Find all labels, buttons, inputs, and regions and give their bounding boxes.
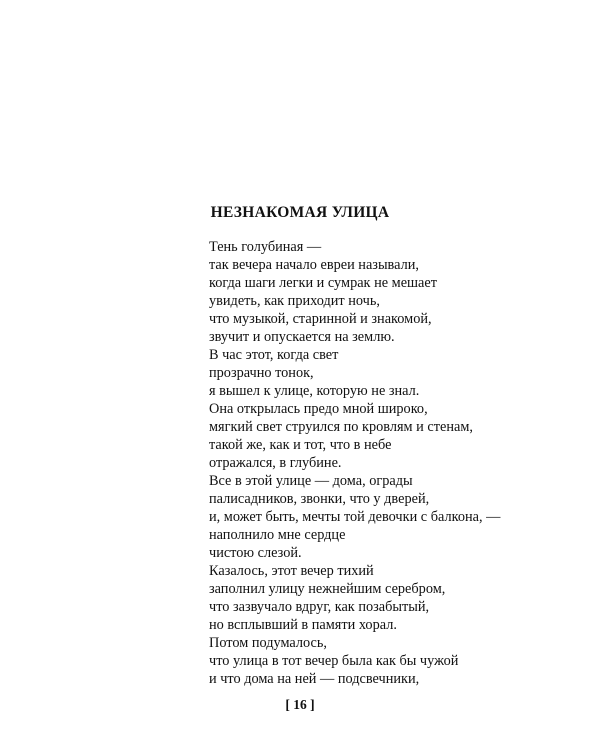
page-number: [ 16 ] <box>285 697 315 712</box>
poem-line: когда шаги легки и сумрак не мешает <box>209 275 437 291</box>
poem-line: В час этот, когда свет <box>209 347 339 363</box>
poem-line: но всплывший в памяти хорал. <box>209 617 397 633</box>
poem-line: что улица в тот вечер была как бы чужой <box>209 653 459 669</box>
poem-line: чистою слезой. <box>209 545 302 561</box>
poem-line: я вышел к улице, которую не знал. <box>209 383 420 399</box>
poem-line: наполнило мне сердце <box>209 527 346 543</box>
poem-line: и что дома на ней — подсвечники, <box>209 671 420 687</box>
poem-line: и, может быть, мечты той девочки с балкона, — <box>209 509 501 525</box>
poem-line: так вечера начало евреи называли, <box>209 257 419 273</box>
poem-line: такой же, как и тот, что в небе <box>209 437 392 453</box>
poem-line: Казалось, этот вечер тихий <box>209 563 374 579</box>
poem-line: увидеть, как приходит ночь, <box>209 293 380 309</box>
poem-line: Все в этой улице — дома, ограды <box>209 473 413 489</box>
poem-line: Тень голубиная — <box>209 239 322 255</box>
poem-line: Она открылась предо мной широко, <box>209 401 428 417</box>
poem-line: звучит и опускается на землю. <box>209 329 395 345</box>
poem-title: НЕЗНАКОМАЯ УЛИЦА <box>210 204 390 221</box>
poem-line: отражался, в глубине. <box>209 455 342 471</box>
poem-line: прозрачно тонок, <box>209 365 314 381</box>
poem-line: что музыкой, старинной и знакомой, <box>209 311 432 327</box>
poem-line: Потом подумалось, <box>209 635 327 651</box>
poem-line: что зазвучало вдруг, как позабытый, <box>209 599 430 615</box>
poem-line: заполнил улицу нежнейшим серебром, <box>209 581 446 597</box>
poem-line: мягкий свет струился по кровлям и стенам, <box>209 419 473 435</box>
poem-line: палисадников, звонки, что у дверей, <box>209 491 430 507</box>
poem-body <box>209 238 569 688</box>
